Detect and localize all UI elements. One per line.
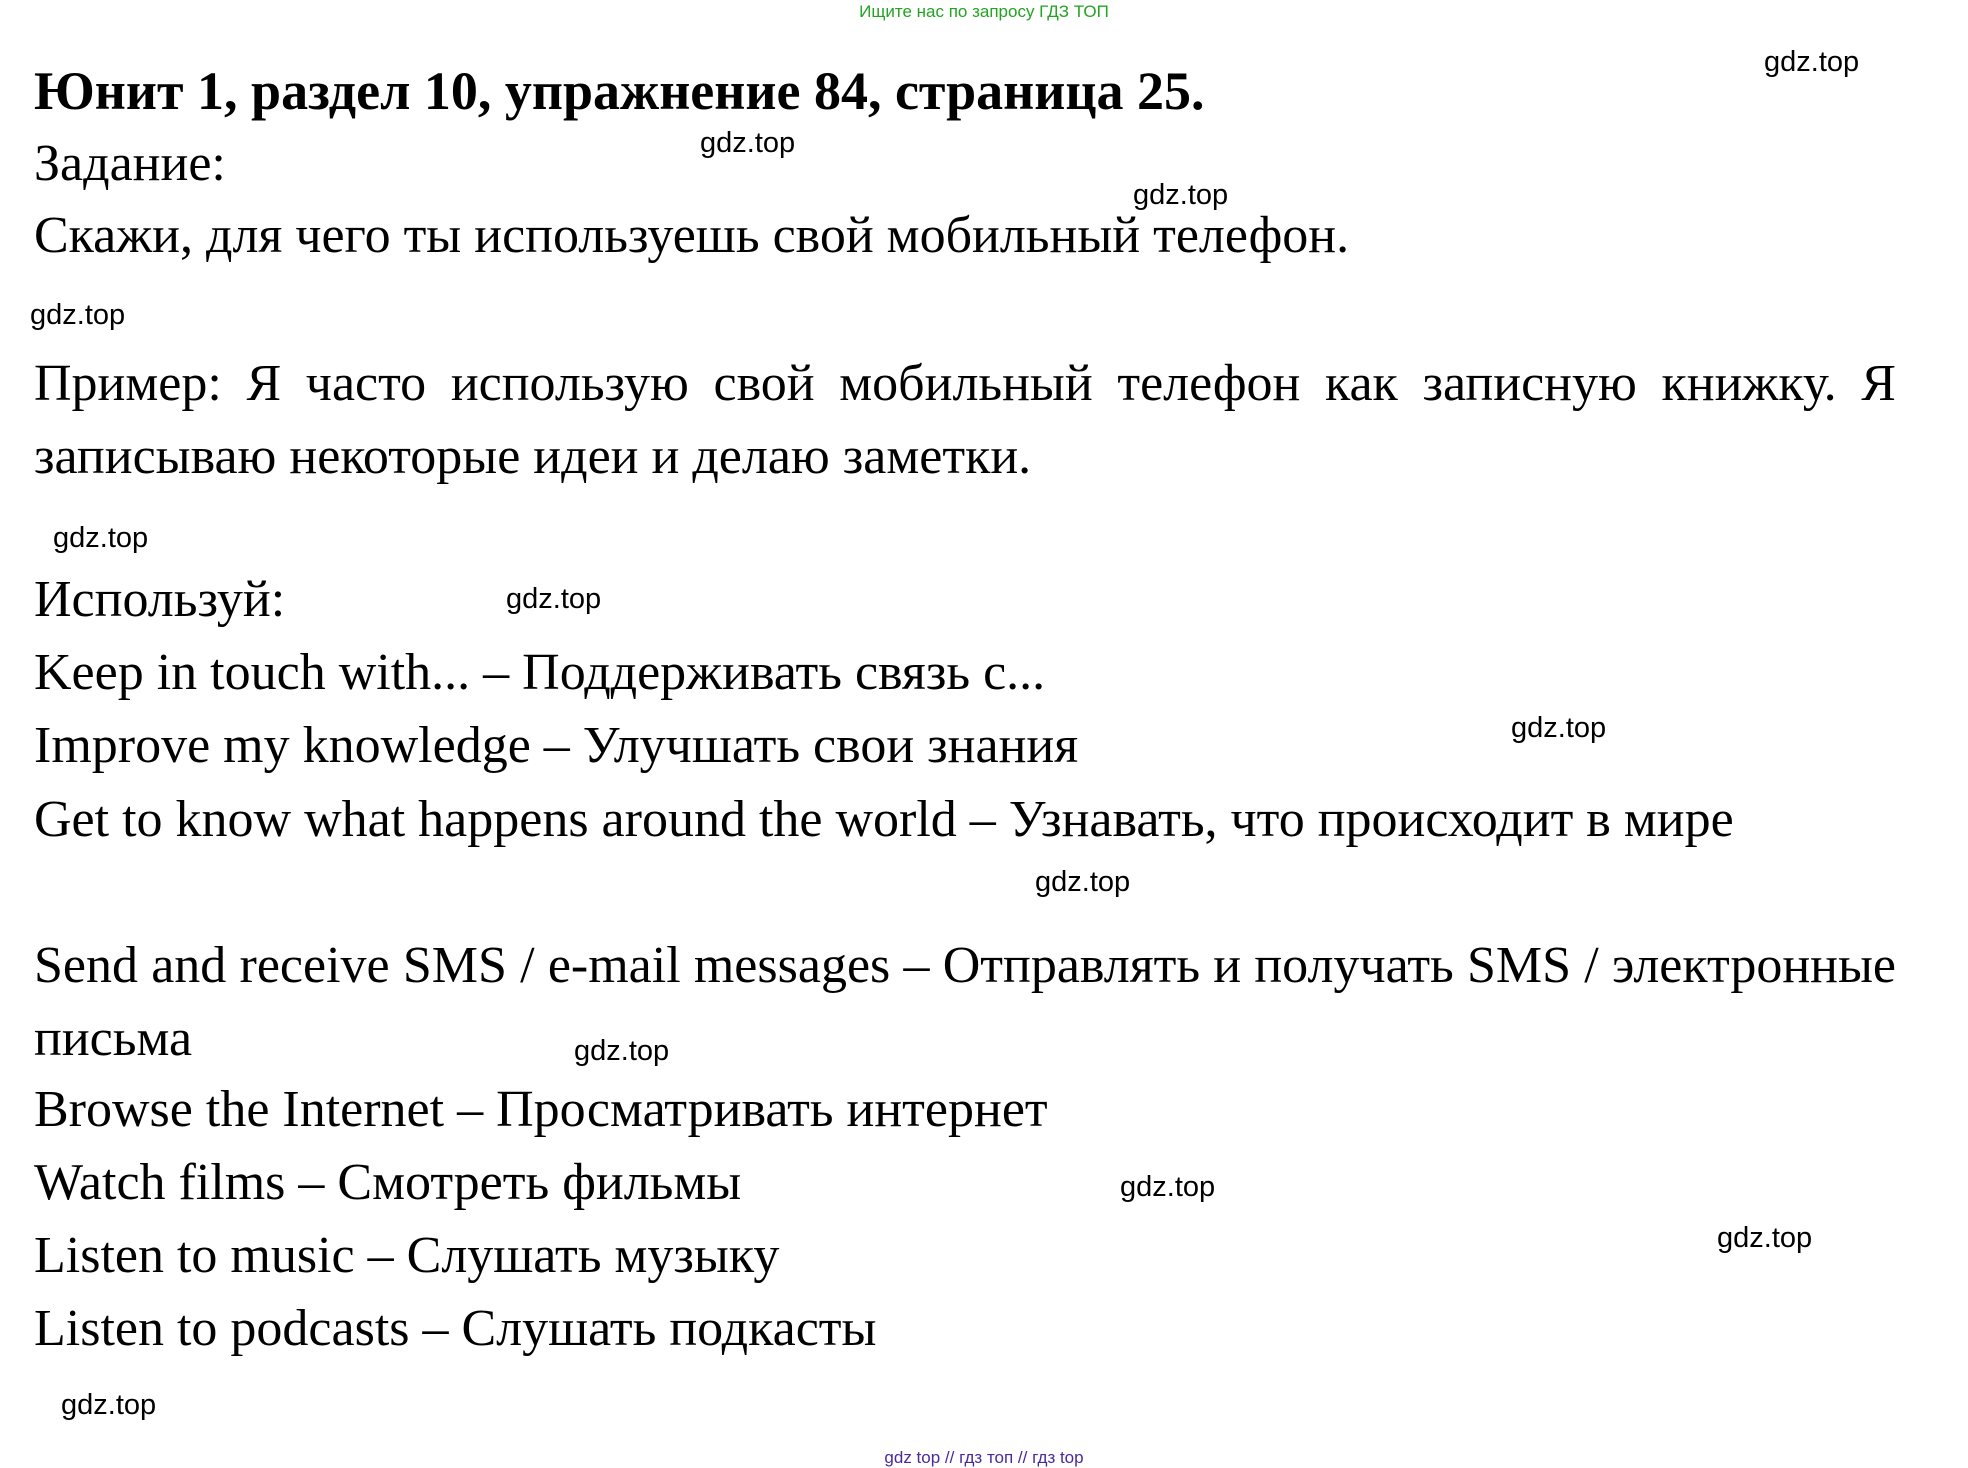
phrase-item: Send and receive SMS / e-mail messages – Отправлять и получать SMS / электронные письма xyxy=(34,937,1896,1067)
page-title: Юнит 1, раздел 10, упражнение 84, страница 25. xyxy=(34,61,1205,121)
phrase-item: Listen to music – Слушать музыку xyxy=(34,1227,780,1284)
watermark: gdz.top xyxy=(700,127,796,159)
top-banner-link[interactable]: Ищите нас по запросу ГДЗ ТОП xyxy=(859,2,1109,21)
watermark: gdz.top xyxy=(1511,712,1607,744)
phrase-item: Watch films – Смотреть фильмы xyxy=(34,1154,742,1211)
phrase-item: Listen to podcasts – Слушать подкасты xyxy=(34,1300,877,1357)
watermark: gdz.top xyxy=(1133,179,1229,211)
example-text: Пример: Я часто использую свой мобильный телефон как записную книжку. Я записываю некоторые идеи и делаю заметки. xyxy=(34,355,1896,485)
footer-links[interactable]: gdz top // гдз топ // гдз top xyxy=(884,1448,1084,1467)
phrase-item: Keep in touch with... – Поддерживать связь с... xyxy=(34,644,1046,701)
phrase-item: Improve my knowledge – Улучшать свои знания xyxy=(34,717,1079,774)
task-text: Скажи, для чего ты используешь свой мобильный телефон. xyxy=(34,207,1350,264)
watermark: gdz.top xyxy=(53,522,149,554)
phrase-item: Browse the Internet – Просматривать интернет xyxy=(34,1081,1048,1138)
task-label: Задание: xyxy=(34,135,226,192)
watermark: gdz.top xyxy=(506,583,602,615)
watermark: gdz.top xyxy=(61,1389,157,1421)
watermark: gdz.top xyxy=(1035,866,1131,898)
watermark: gdz.top xyxy=(1120,1171,1216,1203)
phrase-item: Get to know what happens around the world – Узнавать, что происходит в мире xyxy=(34,791,1734,848)
watermark: gdz.top xyxy=(574,1035,670,1067)
watermark: gdz.top xyxy=(1717,1222,1813,1254)
watermark: gdz.top xyxy=(1764,46,1860,78)
use-label: Используй: xyxy=(34,571,286,628)
watermark: gdz.top xyxy=(30,299,126,331)
